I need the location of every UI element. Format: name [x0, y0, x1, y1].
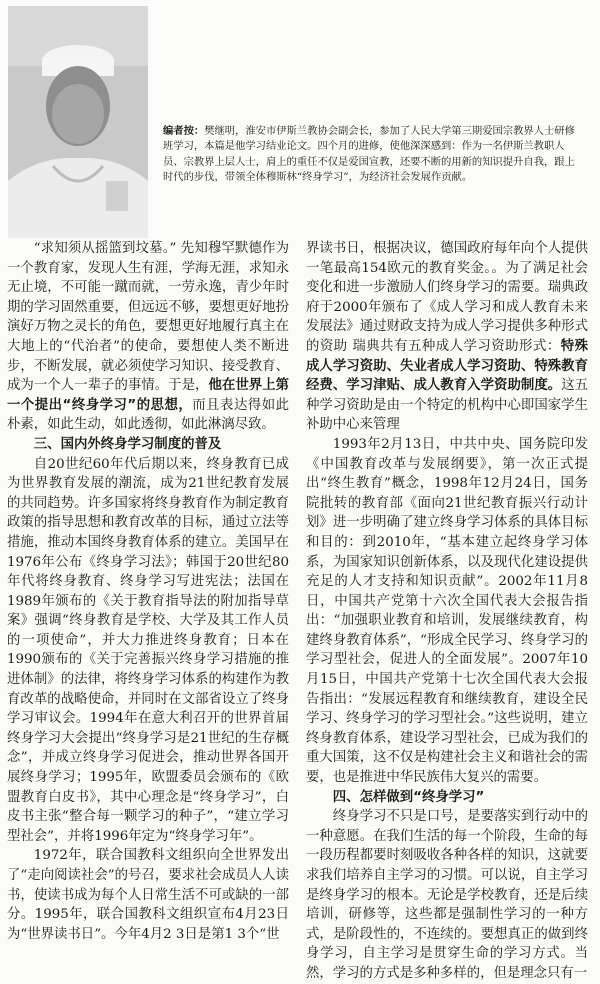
paragraph [306, 239, 588, 435]
paragraph-text: 界读书日，根据决议，德国政府每年向个人提供一笔最高154欧元的教育奖金。。为了满足社会变化和进一步激励人们终身学习的需要。瑞典政府于2000年颁布了《成人学习和成人教育未来发展法》通过财政支持为成人学习提供多种形式的资助 瑞典共有五种成人学习资助形式： [306, 241, 588, 354]
paragraph: 自20世纪60年代后期以来，终身教育已成为世界教育发展的潮流，成为21世纪教育发展的共同趋势。许多国家将终身教育作为制定教育政策的指导思想和教育改革的目标，通过立法等措施，推动本国终身教育体系的建立。美国早在1976年公布《终身学习法》；韩国于20世纪80年代将终身教育、终身学习写进宪法；法国在1989年颁布的《关于教育指导法的附加指导草案》强调“终身教育是学校、大学及其工作人员的一项使命”，并大力推进终身教育；日本在1990颁布的《关于完善振兴终身学习措施的推进体制》的法律，将终身学习体系的构建作为教育改革的战略使命，并同时在文部省设立了终身学习审议会。1994年在意大利召开的世界首届终身学习大会提出“终身学习是21世纪的生存概念”，并成立终身学习促进会，推动世界各国开展终身学习；1995年，欧盟委员会颁布的《欧盟教育白皮书》，其中心理念是“终身学习”，白皮书主张“整合每一颗学习的种子”，“建立学习型社会”，并将1996年定为“终身学习年”。 [7, 456, 289, 844]
paragraph-text: 而且表达得如此朴素，如此生动，如此透彻，如此淋漓尽致。 [7, 397, 290, 433]
author-portrait-image [8, 6, 148, 238]
section-heading: 四、怎样做到“终身学习” [332, 789, 485, 805]
editor-note [163, 124, 583, 185]
editor-note-label: 编者按： [163, 125, 205, 137]
editor-note-text: 樊继明，淮安市伊斯兰教协会副会长，参加了人民大学第三期爱国宗教界人士研修班学习，本篇是他学习结业论文。四个月的进修，使他深深感到：作为一名伊斯兰教职人员、宗教界上层人士，肩上的重任不仅是爱国宣教，还要不断的用新的知识提升自我，跟上时代的步伐，带领全体穆斯林“终身学习”，为经济社会发展作贡献。 [163, 125, 575, 183]
paragraph-bold-text: 他在世界上第一个提出“终身学习”的思想， [7, 378, 290, 413]
section-heading: 三、国内外终身学习制度的普及 [33, 436, 222, 452]
paragraph: 终身学习不只是口号，是要落实到行动中的一种意愿。在我们生活的每一个阶段，生命的每一段历程都要时刻吸收各种各样的知识，这就要求我们培养自主学习的习惯。可以说，自主学习是终身学习的根本。无论是学校教育，还是后续培训，研修等，这些都是强制性学习的一种方式，是阶段性的，不连续的。要想真正的做到终身学习，自主学习是贯穿生命的学习方式。当然，学习的方式是多种多样的，但是理念只有一 [306, 809, 588, 981]
paragraph-text: 这五种学习资助是由一个特定的机构中心即国家学生补助中心来管理 [306, 378, 589, 433]
paragraph [7, 239, 289, 435]
left-column [7, 239, 289, 944]
paragraph-text: “求知须从摇篮到坟墓。” 先知穆罕默德作为一个教育家，发现人生有涯，学海无涯，求知永无止境，不可能一蹴而就，一劳永逸，青少年时期的学习固然重要，但远远不够，要想更好地扮演好万物之灵长的角色，要想更好地履行真主在大地上的“代治者”的使命，要想使人类不断进步，不断发展，就必须使学习知识、接受教育、成为一个人一辈子的事情。于是， [7, 241, 289, 394]
author-photo [8, 6, 148, 238]
paragraph-bold-text: 特殊成人学习资助、失业者成人学习资助、特殊教育经费、学习津贴、成人教育入学资助制度。 [306, 338, 588, 394]
paragraph: 1972年，联合国教科文组织向全世界发出了“走向阅读社会”的号召，要求社会成员人人读书，使读书成为每个人日常生活不可或缺的一部分。1995年，联合国教科文组织宣布4月23日为“世界读书日”。今年4月2 3日是第1 3个“世 [7, 848, 289, 942]
paragraph: 1993年2月13日，中共中央、国务院印发《中国教育改革与发展纲要》，第一次正式提出“终生教育”概念，1998年12月24日，国务院批转的教育部《面向21世纪教育振兴行动计划》进一步明确了建立终身学习体系的具体目标和目的：到2010年，“基本建立起终身学习体系，为国家知识创新体系，以及现代化建设提供充足的人才支持和知识贡献”。2002年11月8日，中国共产党第十六次全国代表大会报告指出：“加强职业教育和培训，发展继续教育，构建终身教育体系”，“形成全民学习、终身学习的学习型社会，促进人的全面发展”。2007年10月15日，中国共产党第十七次全国代表大会报告指出：“发展远程教育和继续教育，建设全民学习、终身学习的学习型社会。”这些说明，建立终身教育体系，建设学习型社会，已成为我们的重大国策，这不仅是构建社会主义和谐社会的需要，也是推进中华民族伟大复兴的需要。 [306, 436, 588, 786]
right-column [306, 239, 588, 984]
